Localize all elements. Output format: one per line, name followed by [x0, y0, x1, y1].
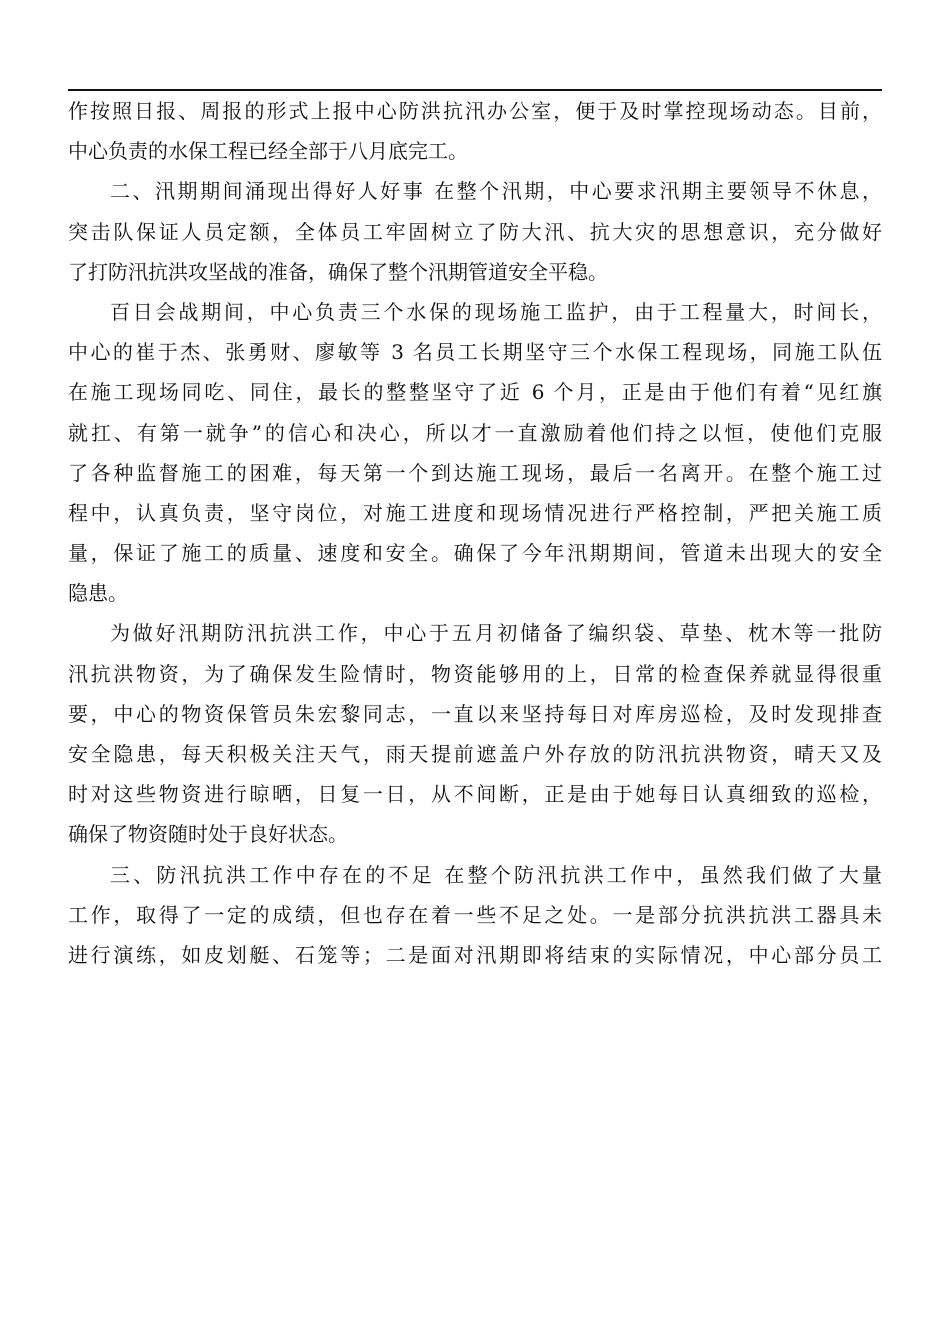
- text-line: 作按照日报、周报的形式上报中心防洪抗汛办公室，便于及时掌控现场动态。目前，: [68, 99, 882, 123]
- text-line: 要，中心的物资保管员朱宏黎同志，一直以来坚持每日对库房巡检，及时发现排查: [68, 701, 882, 726]
- text-line: 程中，认真负责，坚守岗位，对施工进度和现场情况进行严格控制，严把关施工质: [68, 500, 882, 525]
- text-line: 在施工现场同吃、同住，最长的整整坚守了近 6 个月，正是由于他们有着“见红旗: [68, 380, 882, 405]
- text-line: 了打防汛抗洪攻坚战的准备，确保了整个汛期管道安全平稳。: [68, 259, 608, 284]
- text-line: 二、汛期期间涌现出得好人好事 在整个汛期，中心要求汛期主要领导不休息，: [110, 179, 882, 204]
- body-text: [68, 91, 882, 975]
- text-line: 安全隐患，每天积极关注天气，雨天提前遮盖户外存放的防汛抗洪物资，晴天又及: [68, 742, 882, 766]
- text-line: 汛抗洪物资，为了确保发生险情时，物资能够用的上，日常的检查保养就显得很重: [68, 661, 882, 686]
- text-line: 百日会战期间，中心负责三个水保的现场施工监护，由于工程量大，时间长，: [110, 299, 882, 324]
- text-line: 了各种监督施工的困难，每天第一个到达施工现场，最后一名离开。在整个施工过: [68, 460, 882, 485]
- text-line: 为做好汛期防汛抗洪工作，中心于五月初储备了编织袋、草垫、枕木等一批防: [110, 621, 882, 646]
- text-line: 中心的崔于杰、张勇财、廖敏等 3 名员工长期坚守三个水保工程现场，同施工队伍: [68, 340, 882, 365]
- text-line: 确保了物资随时处于良好状态。: [68, 822, 348, 847]
- text-line: 工作，取得了一定的成绩，但也存在着一些不足之处。一是部分抗洪抗洪工器具未: [68, 902, 882, 927]
- text-line: 时对这些物资进行晾晒，日复一日，从不间断，正是由于她每日认真细致的巡检，: [68, 782, 882, 807]
- text-line: 突击队保证人员定额，全体员工牢固树立了防大汛、抗大灾的思想意识，充分做好: [68, 219, 882, 244]
- text-line: 进行演练，如皮划艇、石笼等；二是面对汛期即将结束的实际情况，中心部分员工: [68, 942, 882, 967]
- text-line: 隐患。: [68, 581, 128, 606]
- text-line: 三、防汛抗洪工作中存在的不足 在整个防汛抗洪工作中，虽然我们做了大量: [110, 862, 882, 887]
- text-line: 就扛、有第一就争”的信心和决心，所以才一直激励着他们持之以恒，使他们克服: [68, 420, 882, 445]
- text-line: 中心负责的水保工程已经全部于八月底完工。: [68, 139, 468, 164]
- text-line: 量，保证了施工的质量、速度和安全。确保了今年汛期期间，管道未出现大的安全: [68, 541, 882, 566]
